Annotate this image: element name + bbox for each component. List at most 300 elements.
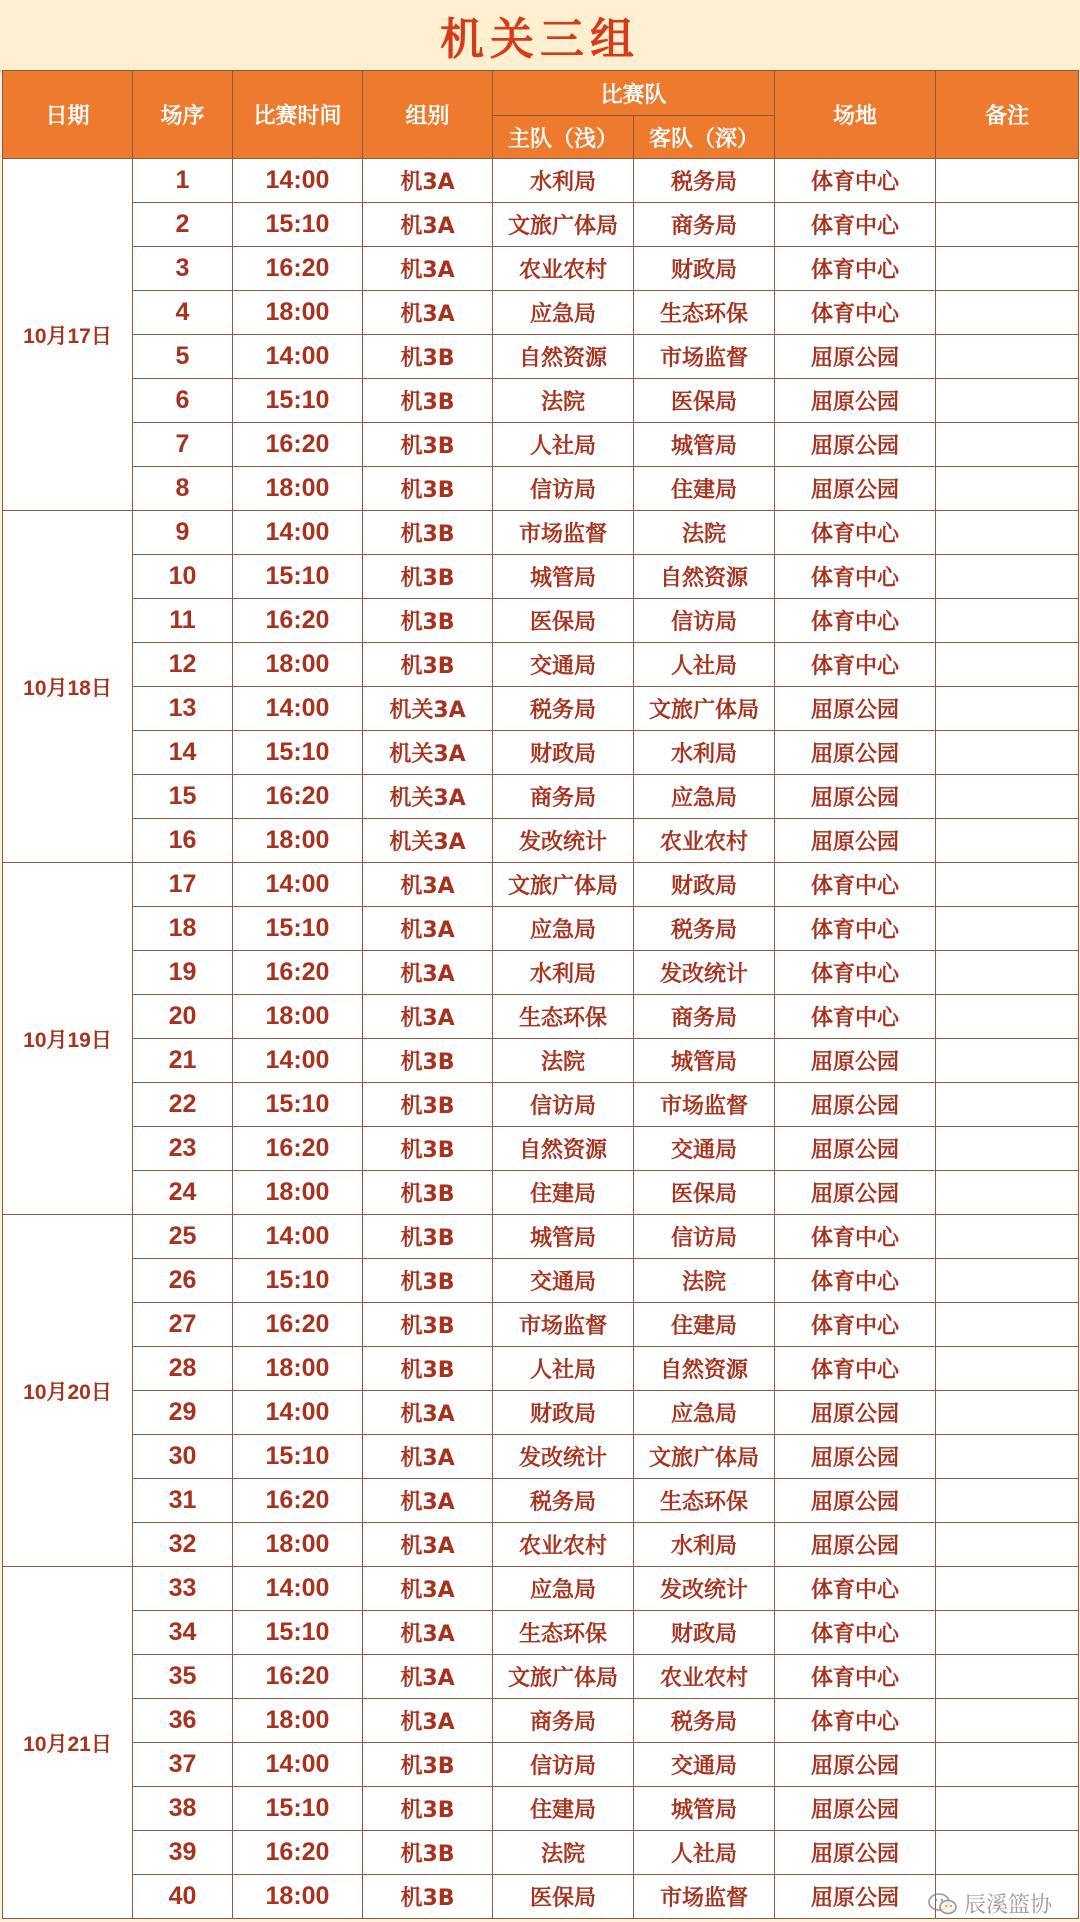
venue-cell: 体育中心 bbox=[775, 995, 936, 1039]
group-cell: 机3B bbox=[363, 1171, 493, 1215]
away-team-cell: 水利局 bbox=[634, 1523, 775, 1567]
match-number-cell: 20 bbox=[133, 995, 233, 1039]
venue-cell: 体育中心 bbox=[775, 511, 936, 555]
header-venue: 场地 bbox=[775, 71, 936, 159]
match-number-cell: 31 bbox=[133, 1479, 233, 1523]
remarks-cell bbox=[936, 379, 1079, 423]
venue-cell: 屈原公园 bbox=[775, 687, 936, 731]
home-team-cell: 税务局 bbox=[493, 1479, 634, 1523]
match-time-cell: 14:00 bbox=[233, 1743, 363, 1787]
home-team-cell: 法院 bbox=[493, 1831, 634, 1875]
group-cell: 机3A bbox=[363, 1435, 493, 1479]
remarks-cell bbox=[936, 1435, 1079, 1479]
home-team-cell: 发改统计 bbox=[493, 819, 634, 863]
away-team-cell: 信访局 bbox=[634, 599, 775, 643]
away-team-cell: 生态环保 bbox=[634, 291, 775, 335]
group-cell: 机关3A bbox=[363, 819, 493, 863]
away-team-cell: 应急局 bbox=[634, 1391, 775, 1435]
venue-cell: 屈原公园 bbox=[775, 1831, 936, 1875]
group-cell: 机3B bbox=[363, 643, 493, 687]
match-number-cell: 37 bbox=[133, 1743, 233, 1787]
home-team-cell: 财政局 bbox=[493, 1391, 634, 1435]
match-time-cell: 16:20 bbox=[233, 1127, 363, 1171]
group-cell: 机3A bbox=[363, 291, 493, 335]
header-away: 客队（深） bbox=[634, 116, 775, 159]
header-remarks: 备注 bbox=[936, 71, 1079, 159]
remarks-cell bbox=[936, 731, 1079, 775]
match-number-cell: 8 bbox=[133, 467, 233, 511]
remarks-cell bbox=[936, 1391, 1079, 1435]
venue-cell: 体育中心 bbox=[775, 1655, 936, 1699]
remarks-cell bbox=[936, 995, 1079, 1039]
remarks-cell bbox=[936, 159, 1079, 203]
group-cell: 机3A bbox=[363, 995, 493, 1039]
away-team-cell: 商务局 bbox=[634, 203, 775, 247]
match-number-cell: 40 bbox=[133, 1875, 233, 1919]
remarks-cell bbox=[936, 1083, 1079, 1127]
table-row bbox=[3, 731, 1079, 775]
match-time-cell: 14:00 bbox=[233, 335, 363, 379]
venue-cell: 屈原公园 bbox=[775, 1171, 936, 1215]
away-team-cell: 医保局 bbox=[634, 379, 775, 423]
remarks-cell bbox=[936, 1259, 1079, 1303]
table-row bbox=[3, 1479, 1079, 1523]
venue-cell: 屈原公园 bbox=[775, 731, 936, 775]
date-cell: 10月17日 bbox=[3, 159, 133, 511]
match-time-cell: 18:00 bbox=[233, 1699, 363, 1743]
remarks-cell bbox=[936, 1567, 1079, 1611]
home-team-cell: 文旅广体局 bbox=[493, 863, 634, 907]
remarks-cell bbox=[936, 1303, 1079, 1347]
table-row bbox=[3, 951, 1079, 995]
match-number-cell: 33 bbox=[133, 1567, 233, 1611]
venue-cell: 体育中心 bbox=[775, 1611, 936, 1655]
watermark bbox=[928, 1888, 1052, 1919]
group-cell: 机3B bbox=[363, 555, 493, 599]
away-team-cell: 人社局 bbox=[634, 1831, 775, 1875]
venue-cell: 屈原公园 bbox=[775, 335, 936, 379]
match-number-cell: 34 bbox=[133, 1611, 233, 1655]
venue-cell: 体育中心 bbox=[775, 643, 936, 687]
group-cell: 机3A bbox=[363, 1699, 493, 1743]
away-team-cell: 城管局 bbox=[634, 1787, 775, 1831]
table-row bbox=[3, 1303, 1079, 1347]
group-cell: 机关3A bbox=[363, 687, 493, 731]
group-cell: 机3B bbox=[363, 1875, 493, 1919]
match-number-cell: 21 bbox=[133, 1039, 233, 1083]
group-cell: 机3B bbox=[363, 1083, 493, 1127]
match-number-cell: 13 bbox=[133, 687, 233, 731]
match-time-cell: 16:20 bbox=[233, 1655, 363, 1699]
venue-cell: 体育中心 bbox=[775, 1699, 936, 1743]
table-row bbox=[3, 643, 1079, 687]
away-team-cell: 水利局 bbox=[634, 731, 775, 775]
table-row bbox=[3, 1875, 1079, 1919]
table-row bbox=[3, 1259, 1079, 1303]
table-row bbox=[3, 1523, 1079, 1567]
venue-cell: 屈原公园 bbox=[775, 379, 936, 423]
remarks-cell bbox=[936, 1655, 1079, 1699]
venue-cell: 体育中心 bbox=[775, 951, 936, 995]
group-cell: 机3B bbox=[363, 1787, 493, 1831]
home-team-cell: 文旅广体局 bbox=[493, 203, 634, 247]
remarks-cell bbox=[936, 1611, 1079, 1655]
group-cell: 机关3A bbox=[363, 775, 493, 819]
venue-cell: 体育中心 bbox=[775, 1347, 936, 1391]
remarks-cell bbox=[936, 1039, 1079, 1083]
match-number-cell: 17 bbox=[133, 863, 233, 907]
away-team-cell: 农业农村 bbox=[634, 819, 775, 863]
match-number-cell: 6 bbox=[133, 379, 233, 423]
venue-cell: 体育中心 bbox=[775, 203, 936, 247]
remarks-cell bbox=[936, 863, 1079, 907]
table-row bbox=[3, 335, 1079, 379]
group-cell: 机3A bbox=[363, 159, 493, 203]
venue-cell: 体育中心 bbox=[775, 1303, 936, 1347]
venue-cell: 体育中心 bbox=[775, 907, 936, 951]
away-team-cell: 税务局 bbox=[634, 159, 775, 203]
match-number-cell: 24 bbox=[133, 1171, 233, 1215]
date-cell: 10月19日 bbox=[3, 863, 133, 1215]
away-team-cell: 发改统计 bbox=[634, 951, 775, 995]
match-time-cell: 18:00 bbox=[233, 291, 363, 335]
home-team-cell: 医保局 bbox=[493, 1875, 634, 1919]
match-time-cell: 18:00 bbox=[233, 1523, 363, 1567]
home-team-cell: 发改统计 bbox=[493, 1435, 634, 1479]
remarks-cell bbox=[936, 1347, 1079, 1391]
table-row bbox=[3, 1391, 1079, 1435]
away-team-cell: 商务局 bbox=[634, 995, 775, 1039]
remarks-cell bbox=[936, 203, 1079, 247]
match-number-cell: 19 bbox=[133, 951, 233, 995]
away-team-cell: 生态环保 bbox=[634, 1479, 775, 1523]
match-number-cell: 16 bbox=[133, 819, 233, 863]
venue-cell: 屈原公园 bbox=[775, 1523, 936, 1567]
table-row bbox=[3, 1787, 1079, 1831]
watermark-text: 辰溪篮协 bbox=[963, 1893, 1052, 1918]
venue-cell: 体育中心 bbox=[775, 863, 936, 907]
table-row bbox=[3, 1655, 1079, 1699]
match-number-cell: 9 bbox=[133, 511, 233, 555]
home-team-cell: 商务局 bbox=[493, 775, 634, 819]
away-team-cell: 财政局 bbox=[634, 863, 775, 907]
table-row bbox=[3, 819, 1079, 863]
home-team-cell: 文旅广体局 bbox=[493, 1655, 634, 1699]
remarks-cell bbox=[936, 511, 1079, 555]
home-team-cell: 住建局 bbox=[493, 1787, 634, 1831]
away-team-cell: 交通局 bbox=[634, 1743, 775, 1787]
away-team-cell: 法院 bbox=[634, 1259, 775, 1303]
table-row bbox=[3, 1831, 1079, 1875]
table-row bbox=[3, 423, 1079, 467]
home-team-cell: 生态环保 bbox=[493, 1611, 634, 1655]
group-cell: 机3A bbox=[363, 863, 493, 907]
away-team-cell: 财政局 bbox=[634, 247, 775, 291]
match-time-cell: 15:10 bbox=[233, 1787, 363, 1831]
table-row bbox=[3, 379, 1079, 423]
match-time-cell: 16:20 bbox=[233, 775, 363, 819]
match-time-cell: 16:20 bbox=[233, 1831, 363, 1875]
group-cell: 机3A bbox=[363, 1523, 493, 1567]
table-row bbox=[3, 1699, 1079, 1743]
home-team-cell: 自然资源 bbox=[493, 1127, 634, 1171]
match-time-cell: 18:00 bbox=[233, 1875, 363, 1919]
home-team-cell: 人社局 bbox=[493, 423, 634, 467]
header-date: 日期 bbox=[3, 71, 133, 159]
match-time-cell: 14:00 bbox=[233, 687, 363, 731]
home-team-cell: 水利局 bbox=[493, 951, 634, 995]
remarks-cell bbox=[936, 1831, 1079, 1875]
group-cell: 机关3A bbox=[363, 731, 493, 775]
match-time-cell: 18:00 bbox=[233, 995, 363, 1039]
home-team-cell: 市场监督 bbox=[493, 1303, 634, 1347]
match-number-cell: 39 bbox=[133, 1831, 233, 1875]
away-team-cell: 住建局 bbox=[634, 467, 775, 511]
remarks-cell bbox=[936, 1127, 1079, 1171]
match-number-cell: 5 bbox=[133, 335, 233, 379]
home-team-cell: 医保局 bbox=[493, 599, 634, 643]
match-number-cell: 38 bbox=[133, 1787, 233, 1831]
away-team-cell: 应急局 bbox=[634, 775, 775, 819]
group-cell: 机3B bbox=[363, 1039, 493, 1083]
group-cell: 机3A bbox=[363, 951, 493, 995]
table-header bbox=[3, 71, 1079, 159]
group-cell: 机3A bbox=[363, 1655, 493, 1699]
group-cell: 机3A bbox=[363, 1391, 493, 1435]
group-cell: 机3A bbox=[363, 1611, 493, 1655]
match-number-cell: 29 bbox=[133, 1391, 233, 1435]
remarks-cell bbox=[936, 907, 1079, 951]
home-team-cell: 应急局 bbox=[493, 1567, 634, 1611]
date-cell: 10月20日 bbox=[3, 1215, 133, 1567]
match-number-cell: 15 bbox=[133, 775, 233, 819]
remarks-cell bbox=[936, 555, 1079, 599]
home-team-cell: 住建局 bbox=[493, 1171, 634, 1215]
remarks-cell bbox=[936, 775, 1079, 819]
venue-cell: 屈原公园 bbox=[775, 1787, 936, 1831]
group-cell: 机3B bbox=[363, 423, 493, 467]
home-team-cell: 应急局 bbox=[493, 291, 634, 335]
match-time-cell: 18:00 bbox=[233, 1171, 363, 1215]
home-team-cell: 信访局 bbox=[493, 1083, 634, 1127]
venue-cell: 屈原公园 bbox=[775, 775, 936, 819]
venue-cell: 屈原公园 bbox=[775, 423, 936, 467]
table-row bbox=[3, 247, 1079, 291]
match-time-cell: 14:00 bbox=[233, 1039, 363, 1083]
home-team-cell: 商务局 bbox=[493, 1699, 634, 1743]
match-time-cell: 16:20 bbox=[233, 247, 363, 291]
match-number-cell: 3 bbox=[133, 247, 233, 291]
away-team-cell: 文旅广体局 bbox=[634, 1435, 775, 1479]
venue-cell: 屈原公园 bbox=[775, 819, 936, 863]
match-time-cell: 15:10 bbox=[233, 1611, 363, 1655]
home-team-cell: 生态环保 bbox=[493, 995, 634, 1039]
page-title: 机关三组 bbox=[440, 14, 640, 65]
table-row bbox=[3, 1435, 1079, 1479]
venue-cell: 屈原公园 bbox=[775, 1479, 936, 1523]
table-row bbox=[3, 1215, 1079, 1259]
match-time-cell: 16:20 bbox=[233, 1303, 363, 1347]
group-cell: 机3B bbox=[363, 1743, 493, 1787]
venue-cell: 屈原公园 bbox=[775, 1743, 936, 1787]
table-row bbox=[3, 863, 1079, 907]
home-team-cell: 信访局 bbox=[493, 467, 634, 511]
group-cell: 机3B bbox=[363, 467, 493, 511]
match-time-cell: 15:10 bbox=[233, 555, 363, 599]
away-team-cell: 法院 bbox=[634, 511, 775, 555]
match-number-cell: 2 bbox=[133, 203, 233, 247]
away-team-cell: 住建局 bbox=[634, 1303, 775, 1347]
group-cell: 机3A bbox=[363, 203, 493, 247]
remarks-cell bbox=[936, 1787, 1079, 1831]
away-team-cell: 市场监督 bbox=[634, 1875, 775, 1919]
remarks-cell bbox=[936, 1699, 1079, 1743]
match-time-cell: 18:00 bbox=[233, 819, 363, 863]
home-team-cell: 财政局 bbox=[493, 731, 634, 775]
table-body bbox=[3, 159, 1079, 1919]
match-time-cell: 14:00 bbox=[233, 863, 363, 907]
remarks-cell bbox=[936, 423, 1079, 467]
away-team-cell: 信访局 bbox=[634, 1215, 775, 1259]
venue-cell: 屈原公园 bbox=[775, 1083, 936, 1127]
match-number-cell: 36 bbox=[133, 1699, 233, 1743]
venue-cell: 体育中心 bbox=[775, 291, 936, 335]
table-row bbox=[3, 1567, 1079, 1611]
match-time-cell: 15:10 bbox=[233, 907, 363, 951]
venue-cell: 体育中心 bbox=[775, 1215, 936, 1259]
venue-cell: 体育中心 bbox=[775, 247, 936, 291]
venue-cell: 体育中心 bbox=[775, 555, 936, 599]
group-cell: 机3A bbox=[363, 907, 493, 951]
group-cell: 机3B bbox=[363, 1259, 493, 1303]
venue-cell: 屈原公园 bbox=[775, 1435, 936, 1479]
group-cell: 机3B bbox=[363, 335, 493, 379]
match-time-cell: 14:00 bbox=[233, 511, 363, 555]
remarks-cell bbox=[936, 819, 1079, 863]
venue-cell: 体育中心 bbox=[775, 1259, 936, 1303]
group-cell: 机3B bbox=[363, 379, 493, 423]
away-team-cell: 市场监督 bbox=[634, 335, 775, 379]
away-team-cell: 人社局 bbox=[634, 643, 775, 687]
home-team-cell: 水利局 bbox=[493, 159, 634, 203]
match-time-cell: 15:10 bbox=[233, 1435, 363, 1479]
venue-cell: 体育中心 bbox=[775, 159, 936, 203]
match-time-cell: 16:20 bbox=[233, 423, 363, 467]
header-home: 主队（浅） bbox=[493, 116, 634, 159]
table-row bbox=[3, 687, 1079, 731]
remarks-cell bbox=[936, 1215, 1079, 1259]
match-number-cell: 10 bbox=[133, 555, 233, 599]
venue-cell: 屈原公园 bbox=[775, 1391, 936, 1435]
venue-cell: 屈原公园 bbox=[775, 1039, 936, 1083]
home-team-cell: 应急局 bbox=[493, 907, 634, 951]
remarks-cell bbox=[936, 1171, 1079, 1215]
title-bar bbox=[0, 0, 1080, 72]
match-time-cell: 18:00 bbox=[233, 467, 363, 511]
away-team-cell: 农业农村 bbox=[634, 1655, 775, 1699]
date-cell: 10月18日 bbox=[3, 511, 133, 863]
home-team-cell: 交通局 bbox=[493, 643, 634, 687]
away-team-cell: 城管局 bbox=[634, 1039, 775, 1083]
match-number-cell: 25 bbox=[133, 1215, 233, 1259]
venue-cell: 体育中心 bbox=[775, 599, 936, 643]
remarks-cell bbox=[936, 467, 1079, 511]
away-team-cell: 自然资源 bbox=[634, 1347, 775, 1391]
schedule-table bbox=[2, 70, 1079, 1919]
home-team-cell: 市场监督 bbox=[493, 511, 634, 555]
group-cell: 机3A bbox=[363, 1567, 493, 1611]
group-cell: 机3B bbox=[363, 1303, 493, 1347]
remarks-cell bbox=[936, 599, 1079, 643]
remarks-cell bbox=[936, 247, 1079, 291]
remarks-cell bbox=[936, 1523, 1079, 1567]
home-team-cell: 税务局 bbox=[493, 687, 634, 731]
match-number-cell: 22 bbox=[133, 1083, 233, 1127]
table-row bbox=[3, 907, 1079, 951]
group-cell: 机3B bbox=[363, 1215, 493, 1259]
table-row bbox=[3, 1611, 1079, 1655]
group-cell: 机3B bbox=[363, 1831, 493, 1875]
match-number-cell: 4 bbox=[133, 291, 233, 335]
header-number: 场序 bbox=[133, 71, 233, 159]
home-team-cell: 农业农村 bbox=[493, 247, 634, 291]
away-team-cell: 文旅广体局 bbox=[634, 687, 775, 731]
group-cell: 机3A bbox=[363, 1479, 493, 1523]
match-number-cell: 23 bbox=[133, 1127, 233, 1171]
table-row bbox=[3, 1083, 1079, 1127]
match-time-cell: 18:00 bbox=[233, 1347, 363, 1391]
home-team-cell: 人社局 bbox=[493, 1347, 634, 1391]
remarks-cell bbox=[936, 1479, 1079, 1523]
away-team-cell: 发改统计 bbox=[634, 1567, 775, 1611]
wechat-icon bbox=[928, 1892, 958, 1916]
home-team-cell: 农业农村 bbox=[493, 1523, 634, 1567]
table-row bbox=[3, 1171, 1079, 1215]
venue-cell: 屈原公园 bbox=[775, 467, 936, 511]
match-time-cell: 14:00 bbox=[233, 1391, 363, 1435]
group-cell: 机3A bbox=[363, 247, 493, 291]
away-team-cell: 城管局 bbox=[634, 423, 775, 467]
match-number-cell: 28 bbox=[133, 1347, 233, 1391]
match-time-cell: 15:10 bbox=[233, 1083, 363, 1127]
away-team-cell: 自然资源 bbox=[634, 555, 775, 599]
match-number-cell: 26 bbox=[133, 1259, 233, 1303]
match-number-cell: 14 bbox=[133, 731, 233, 775]
remarks-cell bbox=[936, 1743, 1079, 1787]
table-row bbox=[3, 1347, 1079, 1391]
table-row bbox=[3, 291, 1079, 335]
table-row bbox=[3, 1039, 1079, 1083]
table-row bbox=[3, 995, 1079, 1039]
match-time-cell: 15:10 bbox=[233, 203, 363, 247]
match-time-cell: 14:00 bbox=[233, 1567, 363, 1611]
header-time: 比赛时间 bbox=[233, 71, 363, 159]
match-number-cell: 1 bbox=[133, 159, 233, 203]
match-number-cell: 11 bbox=[133, 599, 233, 643]
away-team-cell: 交通局 bbox=[634, 1127, 775, 1171]
match-time-cell: 15:10 bbox=[233, 379, 363, 423]
match-time-cell: 15:10 bbox=[233, 1259, 363, 1303]
match-number-cell: 7 bbox=[133, 423, 233, 467]
home-team-cell: 城管局 bbox=[493, 1215, 634, 1259]
group-cell: 机3B bbox=[363, 1127, 493, 1171]
table-row bbox=[3, 555, 1079, 599]
remarks-cell bbox=[936, 687, 1079, 731]
header-teams: 比赛队 bbox=[493, 71, 775, 116]
table-row bbox=[3, 1743, 1079, 1787]
match-number-cell: 35 bbox=[133, 1655, 233, 1699]
group-cell: 机3B bbox=[363, 599, 493, 643]
